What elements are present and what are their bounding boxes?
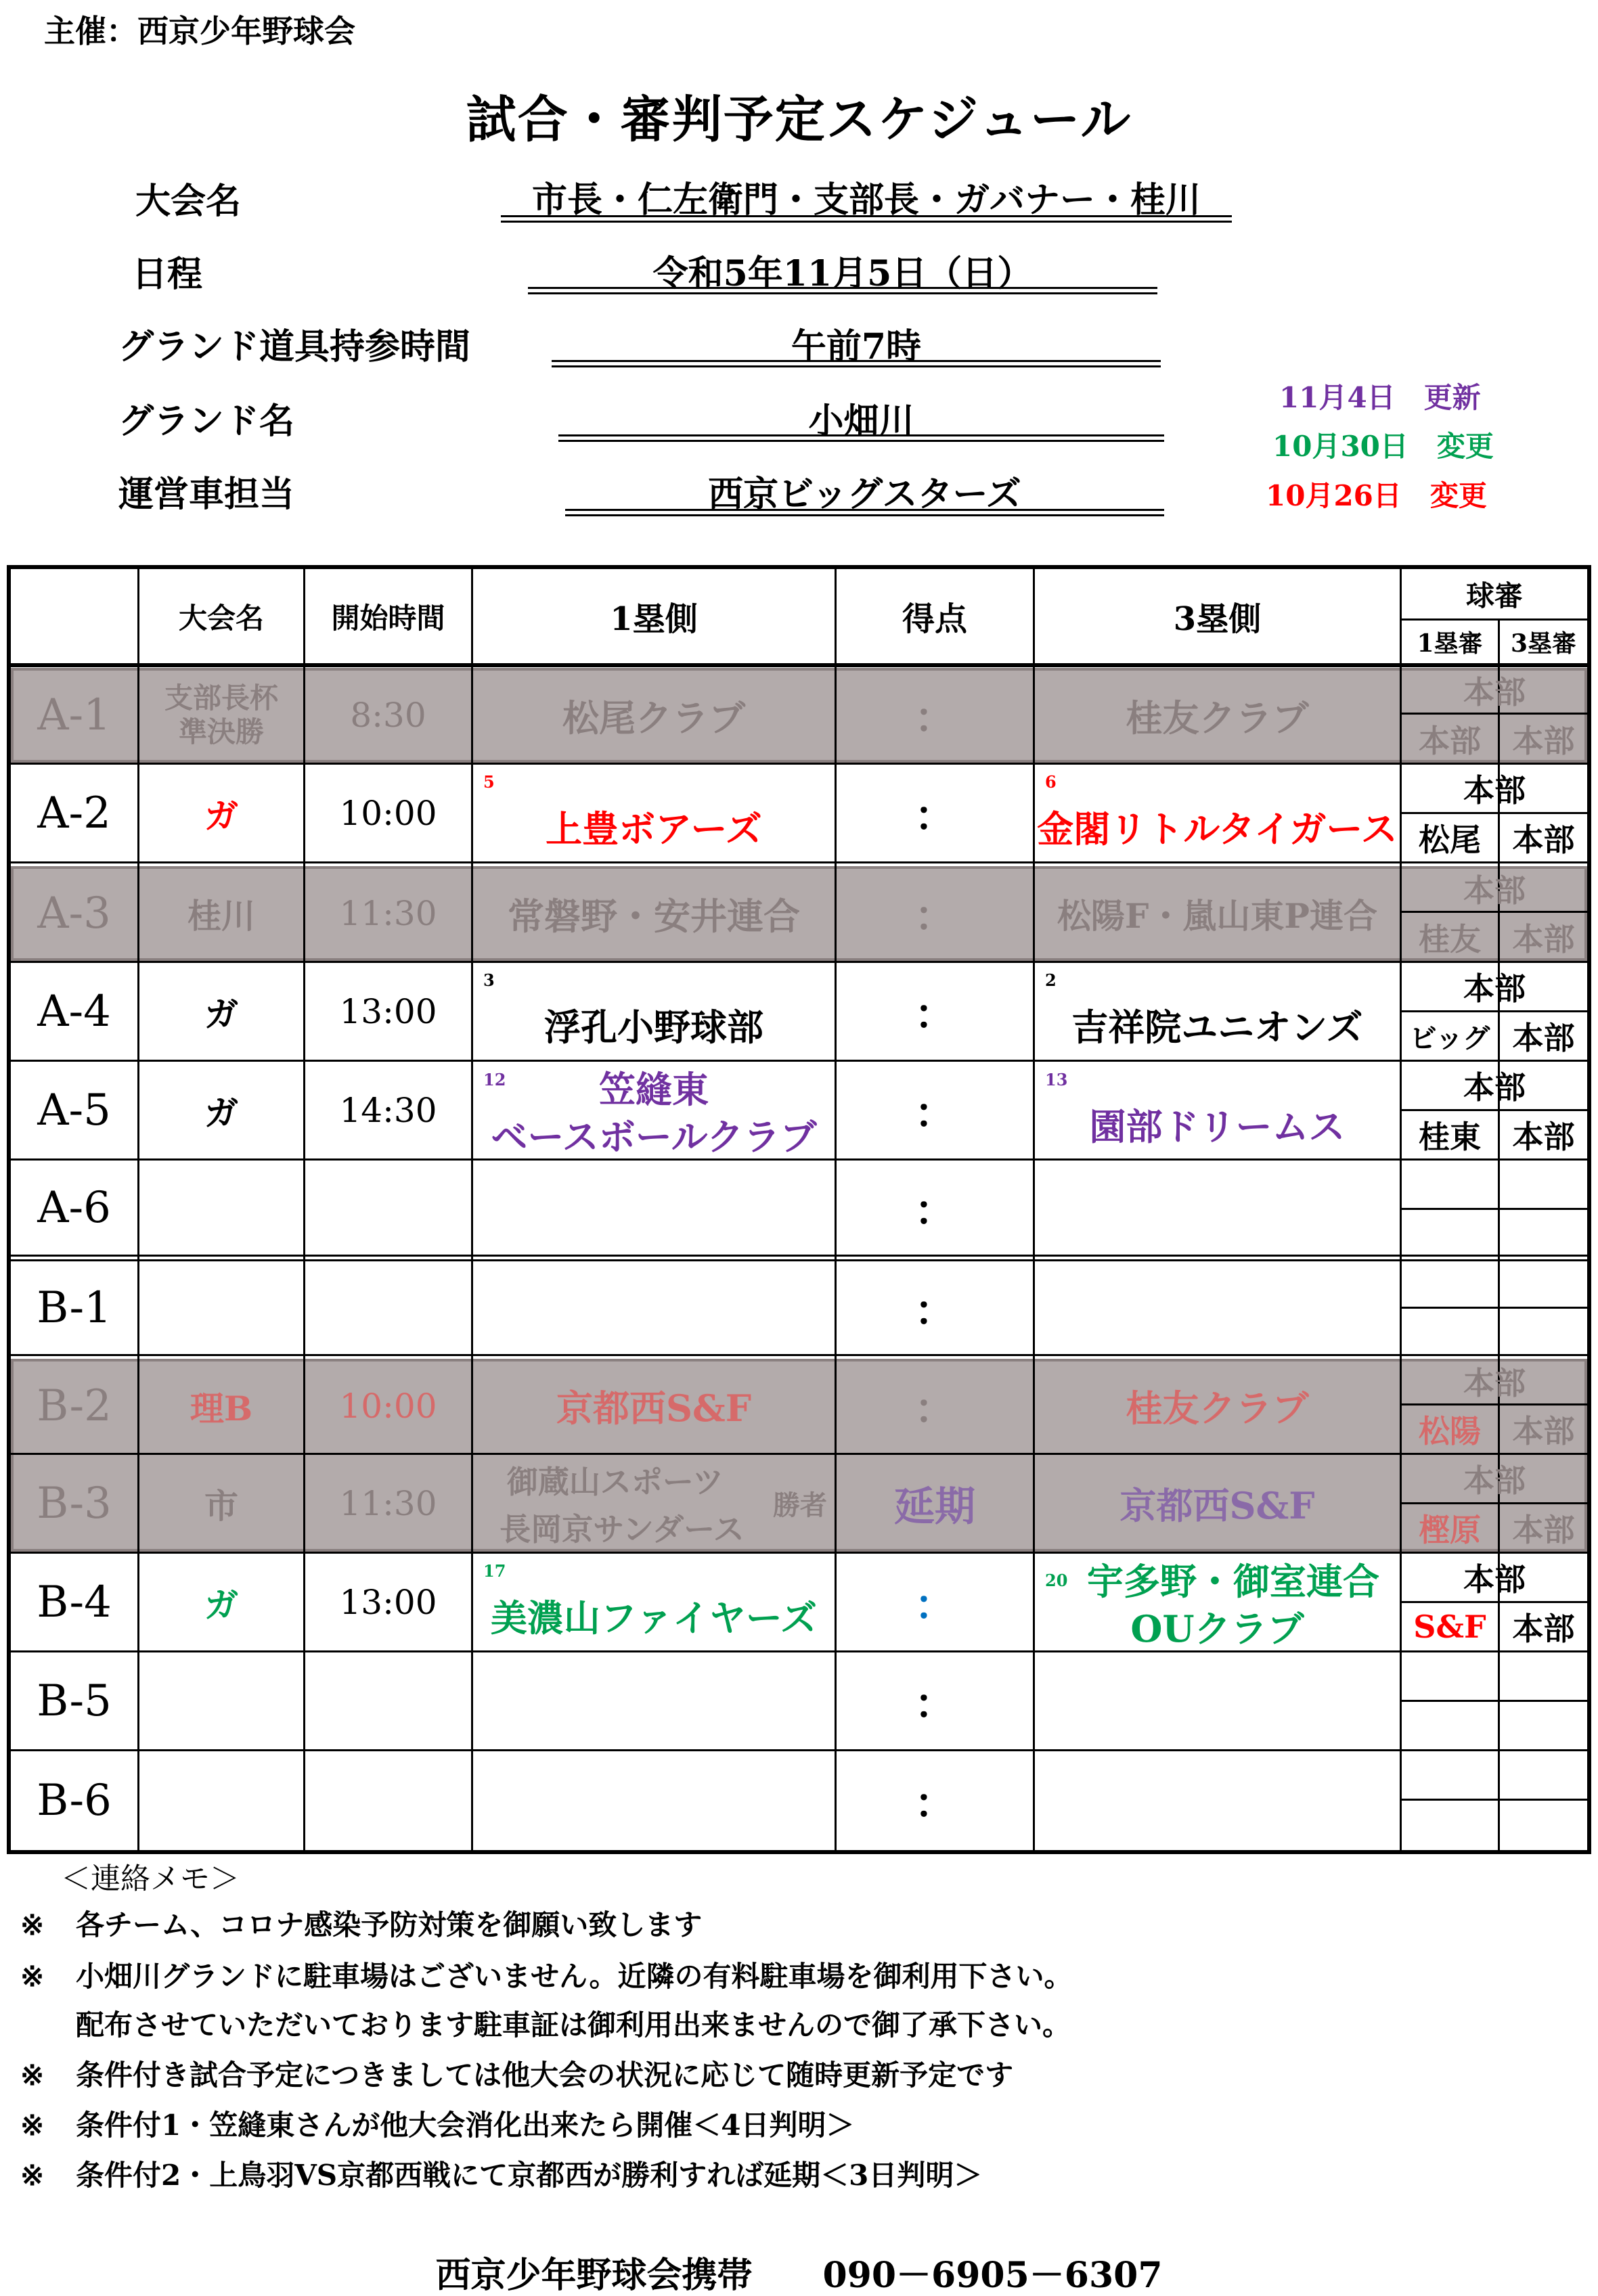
operator-value: 西京ビッグスターズ <box>708 474 1021 515</box>
plate-umpire: 本部 <box>1463 674 1526 711</box>
header-third-base-umpire: 3塁審 <box>1510 629 1577 658</box>
organizer-label: 主催：西京少年野球会 <box>44 13 355 49</box>
score: ： <box>914 1385 955 1433</box>
score: ： <box>914 1287 955 1335</box>
note-mark: ※ <box>20 1960 45 1993</box>
first-base-umpire: 桂友 <box>1419 920 1481 958</box>
match-tournament: 理B <box>190 1388 253 1428</box>
first-base-umpire: 桂東 <box>1419 1119 1481 1155</box>
match-id: A-1 <box>37 690 111 740</box>
team-third-base: 京都西S&F <box>1119 1484 1315 1527</box>
score-postponed: 延期 <box>894 1483 975 1531</box>
memo-text: 条件付1・笠縫東さんが他大会消化出来たら開催＜4日判明＞ <box>76 2109 855 2142</box>
team-third-base-line1: 宇多野・御室連合 <box>1087 1559 1379 1603</box>
third-base-umpire: 本部 <box>1512 920 1575 958</box>
memo-item <box>20 2153 982 2194</box>
team-third-base: 桂友クラブ <box>1126 696 1309 740</box>
team-first-base: 常磐野・安井連合 <box>508 894 800 938</box>
seed-number: 6 <box>1045 772 1057 792</box>
tournament-value: 市長・仁左衛門・支部長・ガバナー・桂川 <box>531 179 1201 221</box>
seed-number: 2 <box>1045 970 1057 990</box>
match-id: A-4 <box>37 986 111 1037</box>
memo-item <box>20 1954 1073 1995</box>
team-first-base-line2: 長岡京サンダース <box>500 1511 745 1548</box>
team-first-base: 松尾クラブ <box>562 696 745 740</box>
match-time: 10:00 <box>339 793 437 833</box>
match-tournament: ガ <box>204 1092 238 1133</box>
third-base-umpire: 本部 <box>1512 1611 1575 1647</box>
first-base-umpire: S&F <box>1413 1608 1486 1645</box>
header-plate-umpire: 球審 <box>1465 579 1523 612</box>
update-note-2: 10月30日 変更 <box>1272 430 1494 463</box>
memo-item <box>20 2053 1013 2094</box>
plate-umpire: 本部 <box>1463 970 1526 1007</box>
operator-label: 運営車担当 <box>118 474 295 515</box>
team-third-base: 松陽F・嵐山東P連合 <box>1057 896 1378 936</box>
team-third-base-line2: OUクラブ <box>1130 1606 1304 1650</box>
match-time: 11:30 <box>339 894 437 933</box>
header-start-time: 開始時間 <box>331 601 445 635</box>
score: ： <box>914 991 955 1039</box>
contact-footer: 西京少年野球会携帯 090－6905－6307 <box>435 2255 1163 2296</box>
plate-umpire: 本部 <box>1463 1069 1526 1106</box>
team-first-base-line2: ベースボールクラブ <box>491 1115 817 1158</box>
match-tournament: ガ <box>204 795 238 836</box>
umpire-divider <box>1400 1208 1587 1210</box>
match-id: A-2 <box>37 788 111 838</box>
first-base-umpire: 松尾 <box>1419 821 1481 858</box>
umpire-divider <box>1400 1307 1587 1309</box>
underline <box>552 360 1161 367</box>
first-base-umpire: ビッグ <box>1409 1022 1490 1054</box>
first-base-umpire: 樫原 <box>1419 1512 1481 1548</box>
team-first-base: 美濃山ファイヤーズ <box>490 1596 818 1640</box>
date-label: 日程 <box>132 254 203 295</box>
match-id: B-5 <box>37 1675 112 1726</box>
first-base-umpire: 松陽 <box>1419 1413 1481 1449</box>
seed-number: 5 <box>483 772 495 792</box>
update-note-1: 11月4日 更新 <box>1279 381 1481 414</box>
block-divider <box>11 1255 1587 1261</box>
score: ： <box>914 695 955 742</box>
plate-umpire: 本部 <box>1463 872 1526 909</box>
score: ： <box>914 1581 955 1629</box>
match-id: B-2 <box>37 1380 112 1431</box>
seed-number: 3 <box>483 970 495 990</box>
seed-number: 12 <box>483 1070 506 1089</box>
team-first-base: 上豊ボアーズ <box>546 807 762 851</box>
underline <box>528 287 1157 294</box>
memo-text: 条件付き試合予定につきましては他大会の状況に応じて随時更新予定です <box>76 2058 1014 2092</box>
row-divider <box>11 1650 1587 1652</box>
ground-label: グランド名 <box>118 401 295 442</box>
equipment-label: グランド道具持参時間 <box>118 326 471 367</box>
match-tournament: ガ <box>204 993 238 1034</box>
memo-text: 各チーム、コロナ感染予防対策を御願い致します <box>76 1908 703 1941</box>
note-mark: ※ <box>20 2109 45 2142</box>
third-base-umpire: 本部 <box>1512 1512 1575 1548</box>
umpire-divider <box>1400 1700 1587 1702</box>
memo-text-continued: 配布させていただいております駐車証は御利用出来ませんので御了承下さい。 <box>76 2008 1071 2042</box>
underline <box>565 509 1164 516</box>
plate-umpire: 本部 <box>1463 1561 1526 1598</box>
score: ： <box>914 1089 955 1138</box>
equipment-value: 午前7時 <box>791 326 922 367</box>
third-base-umpire: 本部 <box>1512 1413 1575 1449</box>
page-title: 試合・審判予定スケジュール <box>466 91 1132 149</box>
plate-umpire: 本部 <box>1463 1462 1526 1499</box>
score: ： <box>914 893 955 941</box>
update-note-3: 10月26日 変更 <box>1266 479 1487 512</box>
third-base-umpire: 本部 <box>1512 1119 1575 1155</box>
header-first-base-side: 1塁側 <box>610 600 698 638</box>
third-base-umpire: 本部 <box>1512 722 1575 759</box>
header-tournament: 大会名 <box>178 601 264 635</box>
match-id: B-3 <box>37 1478 112 1529</box>
first-base-umpire: 本部 <box>1419 722 1481 759</box>
match-time: 8:30 <box>350 696 426 735</box>
match-tournament: 市 <box>204 1485 238 1526</box>
score: ： <box>914 1680 955 1728</box>
team-third-base: 園部ドリームス <box>1089 1104 1346 1148</box>
score: ： <box>914 792 955 840</box>
underline <box>558 434 1164 442</box>
match-id: B-6 <box>37 1776 112 1826</box>
match-tournament: 桂川 <box>187 896 255 936</box>
match-id: A-3 <box>37 888 111 939</box>
team-first-base: 京都西S&F <box>556 1387 752 1430</box>
row-divider <box>11 1749 1587 1751</box>
date-value: 令和5年11月5日（日） <box>652 253 1033 294</box>
note-mark: ※ <box>20 2058 45 2092</box>
memo-title: ＜連絡メモ＞ <box>61 1862 240 1896</box>
header-first-base-umpire: 1塁審 <box>1417 629 1483 658</box>
team-first-base-line1: 笠縫東 <box>599 1067 709 1111</box>
match-id: A-6 <box>37 1182 111 1233</box>
match-tournament: 支部長杯 準決勝 <box>164 681 278 748</box>
umpire-divider <box>1400 1799 1587 1801</box>
match-time: 10:00 <box>339 1386 437 1426</box>
match-tournament: ガ <box>204 1584 238 1625</box>
match-id: B-1 <box>37 1282 112 1333</box>
seed-number: 17 <box>483 1561 506 1581</box>
third-base-umpire: 本部 <box>1512 821 1575 858</box>
underline <box>501 215 1232 223</box>
match-id: A-5 <box>37 1085 111 1135</box>
plate-umpire: 本部 <box>1463 772 1526 809</box>
seed-number: 13 <box>1045 1070 1068 1089</box>
match-time: 11:30 <box>339 1483 437 1523</box>
note-mark: ※ <box>20 2159 45 2192</box>
seed-number: 20 <box>1045 1571 1068 1590</box>
memo-item <box>20 2103 854 2144</box>
match-time: 13:00 <box>339 991 437 1031</box>
row-divider <box>11 861 1587 863</box>
score: ： <box>914 1780 955 1828</box>
team-third-base: 吉祥院ユニオンズ <box>1071 1005 1363 1049</box>
match-time: 13:00 <box>339 1582 437 1622</box>
team-first-base-line1: 御蔵山スポーツ <box>506 1464 724 1500</box>
row-divider <box>11 663 1587 667</box>
header-score: 得点 <box>902 600 967 638</box>
team-third-base: 桂友クラブ <box>1126 1387 1309 1430</box>
team-third-base: 金閣リトルタイガース <box>1037 807 1398 851</box>
memo-item <box>20 1903 702 1943</box>
score: ： <box>914 1187 955 1235</box>
ground-value: 小畑川 <box>808 401 914 442</box>
header-third-base-side: 3塁側 <box>1173 600 1262 638</box>
memo-text: 条件付2・上鳥羽VS京都西戦にて京都西が勝利すれば延期＜3日判明＞ <box>76 2159 983 2192</box>
schedule-table <box>7 565 1591 1854</box>
match-id: B-4 <box>37 1577 112 1627</box>
plate-umpire: 本部 <box>1463 1365 1526 1401</box>
winner-note: 勝者 <box>773 1489 827 1521</box>
note-mark: ※ <box>20 1908 45 1941</box>
tournament-label: 大会名 <box>135 181 242 222</box>
third-base-umpire: 本部 <box>1512 1020 1575 1056</box>
row-divider <box>11 1354 1587 1356</box>
memo-text: 小畑川グランドに駐車場はございません。近隣の有料駐車場を御利用下さい。 <box>76 1960 1073 1993</box>
team-first-base: 浮孔小野球部 <box>544 1005 763 1049</box>
match-time: 14:30 <box>339 1090 437 1130</box>
